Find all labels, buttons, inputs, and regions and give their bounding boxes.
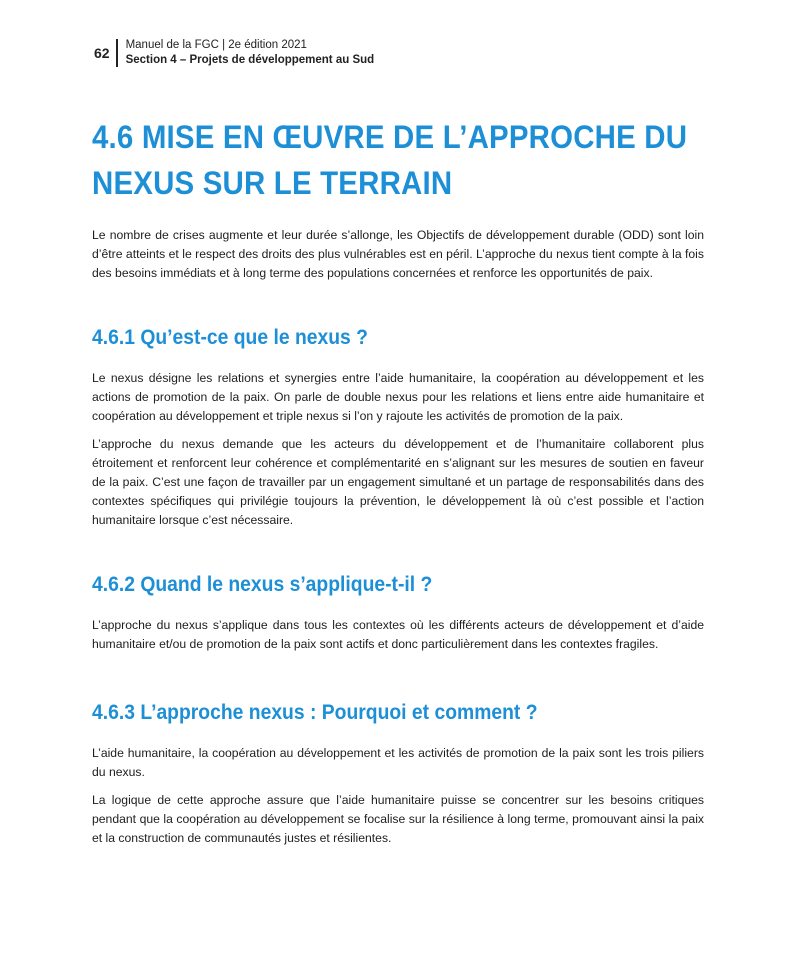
manual-edition-label: Manuel de la FGC | 2e édition 2021 xyxy=(125,39,307,51)
section-paragraph: La logique de cette approche assure que l’aide humanitaire puisse se concentrer sur les besoins critiques pendant que la coopération au développement se focalise sur la résilience à long terme, promouvant ainsi la paix et la construction de communautés justes et résilientes. xyxy=(92,793,704,845)
section-label: Section 4 – Projets de développement au Sud xyxy=(125,54,375,66)
running-header xyxy=(94,38,374,68)
page-number: 62 xyxy=(94,45,110,61)
header-divider xyxy=(116,39,118,67)
section-paragraph: L’approche du nexus demande que les acteurs du développement et de l’humanitaire collaborent plus étroitement et renforcent leur cohérence et complémentarité en s’alignant sur les mesures de soutien en faveur de la paix. C’est une façon de travailler par un engagement simultané et un partage de responsabilités dans des contextes spécifiques qui privilégie toujours la prévention, le développement là où c’est possible et l’action humanitaire lorsque c’est nécessaire. xyxy=(92,437,704,527)
page-content xyxy=(92,114,704,848)
header-text xyxy=(126,38,375,68)
section-heading-4-6-3: 4.6.3 L’approche nexus : Pourquoi et comment ? xyxy=(92,701,538,724)
section-paragraph: L’aide humanitaire, la coopération au développement et les activités de promotion de la paix sont les trois piliers du nexus. xyxy=(92,746,704,779)
section-paragraph: Le nexus désigne les relations et synergies entre l’aide humanitaire, la coopération au développement et les actions de promotion de la paix. On parle de double nexus pour les relations et liens entre aide humanitaire et coopération au développement et triple nexus si l’on y rajoute les activités de promotion de la paix. xyxy=(92,371,704,423)
page-title: 4.6 MISE EN ŒUVRE DE L’APPROCHE DU NEXUS SUR LE TERRAIN xyxy=(92,119,688,201)
section-heading-4-6-2: 4.6.2 Quand le nexus s’applique-t-il ? xyxy=(92,573,433,596)
section-paragraph: L’approche du nexus s’applique dans tous les contextes où les différents acteurs de développement et d’aide humanitaire et/ou de promotion de la paix sont actifs et donc particulièrement dans les contextes fragiles. xyxy=(92,618,704,651)
intro-paragraph: Le nombre de crises augmente et leur durée s’allonge, les Objectifs de développement durable (ODD) sont loin d’être atteints et le respect des droits des plus vulnérables est en péril. L’approche du nexus tient compte à la fois des besoins immédiats et à long terme des populations concernées et renforce les opportunités de paix. xyxy=(92,228,704,280)
section-heading-4-6-1: 4.6.1 Qu’est-ce que le nexus ? xyxy=(92,326,368,349)
